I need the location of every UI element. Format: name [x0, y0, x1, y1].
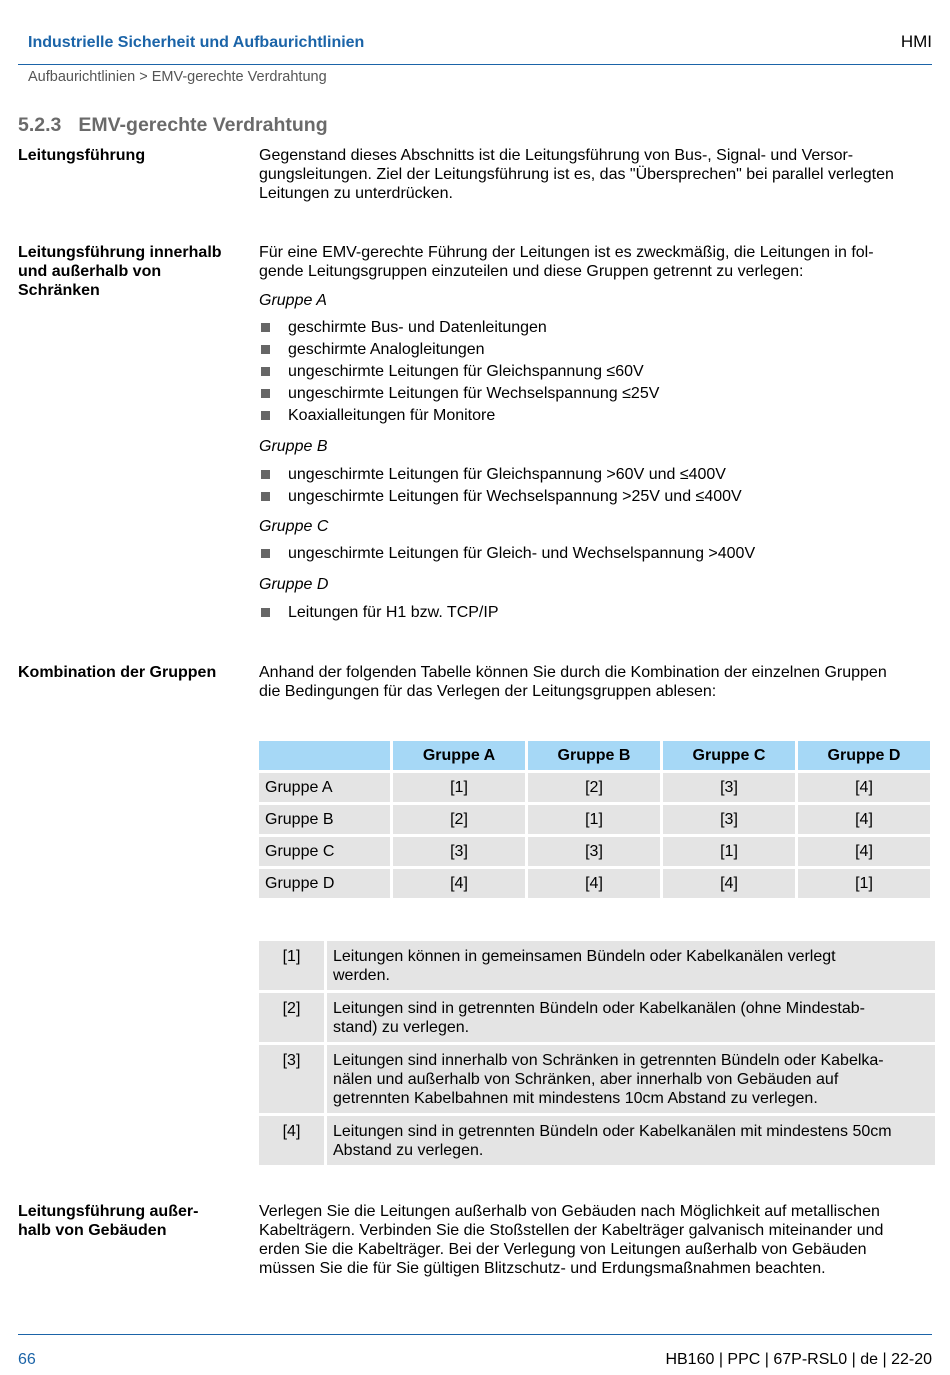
table-cell: [1] — [798, 869, 930, 898]
table-cell: [4] — [798, 805, 930, 834]
column-header: Gruppe C — [663, 741, 795, 770]
table-cell: [3] — [663, 773, 795, 802]
text-line: erden Sie die Kabelträger. Bei der Verlegung von Leitungen außerhalb von Gebäuden — [259, 1241, 867, 1258]
section-title: EMV-gerechte Verdrahtung — [78, 114, 328, 136]
text-line: nälen und außerhalb von Schränken, aber innerhalb von Gebäuden auf — [333, 1071, 839, 1088]
row-header: Gruppe B — [259, 805, 390, 834]
combination-matrix-table — [256, 738, 933, 901]
text-line: und außerhalb von — [18, 263, 162, 280]
bullet-list-group-c — [259, 543, 935, 565]
row-header: Gruppe A — [259, 773, 390, 802]
table-corner-cell — [259, 741, 390, 770]
legend-code: [2] — [259, 993, 324, 1042]
table-cell: [4] — [393, 869, 525, 898]
text-line: Leitungsführung innerhalb — [18, 244, 222, 261]
column-header: Gruppe B — [528, 741, 660, 770]
side-heading-leitungsfuehrung: Leitungsführung — [18, 147, 146, 164]
square-bullet-icon — [261, 345, 270, 354]
square-bullet-icon — [261, 367, 270, 376]
list-item: ungeschirmte Leitungen für Gleichspannung ≤60V — [259, 361, 935, 383]
paragraph-ausserhalb — [259, 1202, 935, 1278]
list-item: geschirmte Analogleitungen — [259, 339, 935, 361]
square-bullet-icon — [261, 323, 270, 332]
running-header-title: Industrielle Sicherheit und Aufbaurichtlinien — [28, 34, 365, 51]
list-item: Koaxialleitungen für Monitore — [259, 405, 935, 427]
square-bullet-icon — [261, 492, 270, 501]
table-cell: [3] — [393, 837, 525, 866]
running-header-product: HMI — [900, 32, 932, 51]
text-line: Für eine EMV-gerechte Führung der Leitungen ist es zweckmäßig, die Leitungen in fol- — [259, 244, 874, 261]
legend-table — [256, 938, 938, 1168]
list-item: ungeschirmte Leitungen für Gleichspannung >60V und ≤400V — [259, 464, 935, 486]
text-line: getrennten Kabelbahnen mit mindestens 10cm Abstand zu verlegen. — [333, 1090, 818, 1107]
breadcrumb: Aufbaurichtlinien > EMV-gerechte Verdrahtung — [28, 69, 327, 85]
table-row — [259, 1116, 935, 1165]
list-item: Leitungen für H1 bzw. TCP/IP — [259, 602, 935, 624]
table-header-row — [259, 741, 930, 770]
paragraph-kombination — [259, 663, 935, 701]
table-cell: [4] — [663, 869, 795, 898]
table-row — [259, 941, 935, 990]
document-id: HB160 | PPC | 67P-RSL0 | de | 22-20 — [665, 1351, 932, 1368]
group-label-a: Gruppe A — [259, 292, 327, 309]
legend-code: [1] — [259, 941, 324, 990]
text-line: Leitungsführung außer- — [18, 1203, 199, 1220]
header-divider — [18, 64, 932, 65]
text-line: Leitungen sind in getrennten Bündeln oder Kabelkanälen mit mindestens 50cm — [333, 1123, 892, 1140]
table-row — [259, 869, 930, 898]
text-line: stand) zu verlegen. — [333, 1019, 470, 1036]
list-item: ungeschirmte Leitungen für Gleich- und Wechselspannung >400V — [259, 543, 935, 565]
table-cell: [4] — [798, 837, 930, 866]
text-line: gende Leitungsgruppen einzuteilen und diese Gruppen getrennt zu verlegen: — [259, 263, 804, 280]
row-header: Gruppe D — [259, 869, 390, 898]
text-line: halb von Gebäuden — [18, 1222, 167, 1239]
paragraph-innerhalb — [259, 243, 935, 281]
table-cell: [4] — [528, 869, 660, 898]
page-number: 66 — [18, 1351, 36, 1368]
text-line: Gegenstand dieses Abschnitts ist die Leitungsführung von Bus-, Signal- und Versor- — [259, 147, 854, 164]
square-bullet-icon — [261, 389, 270, 398]
table-row — [259, 1045, 935, 1113]
bullet-list-group-b — [259, 464, 935, 508]
column-header: Gruppe A — [393, 741, 525, 770]
text-line: Leitungen sind in getrennten Bündeln oder Kabelkanälen (ohne Mindestab- — [333, 1000, 865, 1017]
square-bullet-icon — [261, 608, 270, 617]
side-heading-ausserhalb — [18, 1202, 243, 1240]
table-row — [259, 837, 930, 866]
table-cell: [1] — [393, 773, 525, 802]
bullet-list-group-d — [259, 602, 935, 624]
section-heading — [18, 114, 328, 137]
table-row — [259, 773, 930, 802]
text-line: Leitungen zu unterdrücken. — [259, 185, 453, 202]
square-bullet-icon — [261, 470, 270, 479]
table-cell: [2] — [393, 805, 525, 834]
group-label-b: Gruppe B — [259, 438, 328, 455]
table-cell: [3] — [528, 837, 660, 866]
legend-description — [327, 1116, 935, 1165]
square-bullet-icon — [261, 549, 270, 558]
list-item: geschirmte Bus- und Datenleitungen — [259, 317, 935, 339]
text-line: die Bedingungen für das Verlegen der Leitungsgruppen ablesen: — [259, 683, 717, 700]
text-line: Abstand zu verlegen. — [333, 1142, 484, 1159]
column-header: Gruppe D — [798, 741, 930, 770]
text-line: Leitungen können in gemeinsamen Bündeln oder Kabelkanälen verlegt — [333, 948, 836, 965]
table-row — [259, 993, 935, 1042]
legend-description — [327, 993, 935, 1042]
legend-code: [4] — [259, 1116, 324, 1165]
side-heading-innerhalb — [18, 243, 243, 300]
footer-divider — [18, 1334, 932, 1335]
paragraph-leitungsfuehrung — [259, 146, 935, 203]
list-item: ungeschirmte Leitungen für Wechselspannung ≤25V — [259, 383, 935, 405]
group-label-d: Gruppe D — [259, 576, 329, 593]
row-header: Gruppe C — [259, 837, 390, 866]
group-label-c: Gruppe C — [259, 518, 329, 535]
table-cell: [3] — [663, 805, 795, 834]
text-line: Anhand der folgenden Tabelle können Sie durch die Kombination der einzelnen Gruppen — [259, 664, 887, 681]
table-row — [259, 805, 930, 834]
square-bullet-icon — [261, 411, 270, 420]
legend-description — [327, 1045, 935, 1113]
section-number: 5.2.3 — [18, 114, 62, 136]
table-cell: [4] — [798, 773, 930, 802]
legend-description — [327, 941, 935, 990]
table-cell: [1] — [663, 837, 795, 866]
table-cell: [2] — [528, 773, 660, 802]
text-line: Verlegen Sie die Leitungen außerhalb von Gebäuden nach Möglichkeit auf metallischen — [259, 1203, 880, 1220]
bullet-list-group-a — [259, 317, 935, 427]
legend-code: [3] — [259, 1045, 324, 1113]
side-heading-kombination: Kombination der Gruppen — [18, 664, 217, 681]
text-line: gungsleitungen. Ziel der Leitungsführung ist es, das "Übersprechen" bei parallel verlegten — [259, 166, 894, 183]
text-line: Schränken — [18, 282, 100, 299]
text-line: müssen Sie die für Sie gültigen Blitzschutz- und Erdungsmaßnahmen beachten. — [259, 1260, 826, 1277]
text-line: Kabelträgern. Verbinden Sie die Stoßstellen der Kabelträger galvanisch miteinander und — [259, 1222, 884, 1239]
list-item: ungeschirmte Leitungen für Wechselspannung >25V und ≤400V — [259, 486, 935, 508]
text-line: Leitungen sind innerhalb von Schränken in getrennten Bündeln oder Kabelka- — [333, 1052, 884, 1069]
table-cell: [1] — [528, 805, 660, 834]
text-line: werden. — [333, 967, 390, 984]
